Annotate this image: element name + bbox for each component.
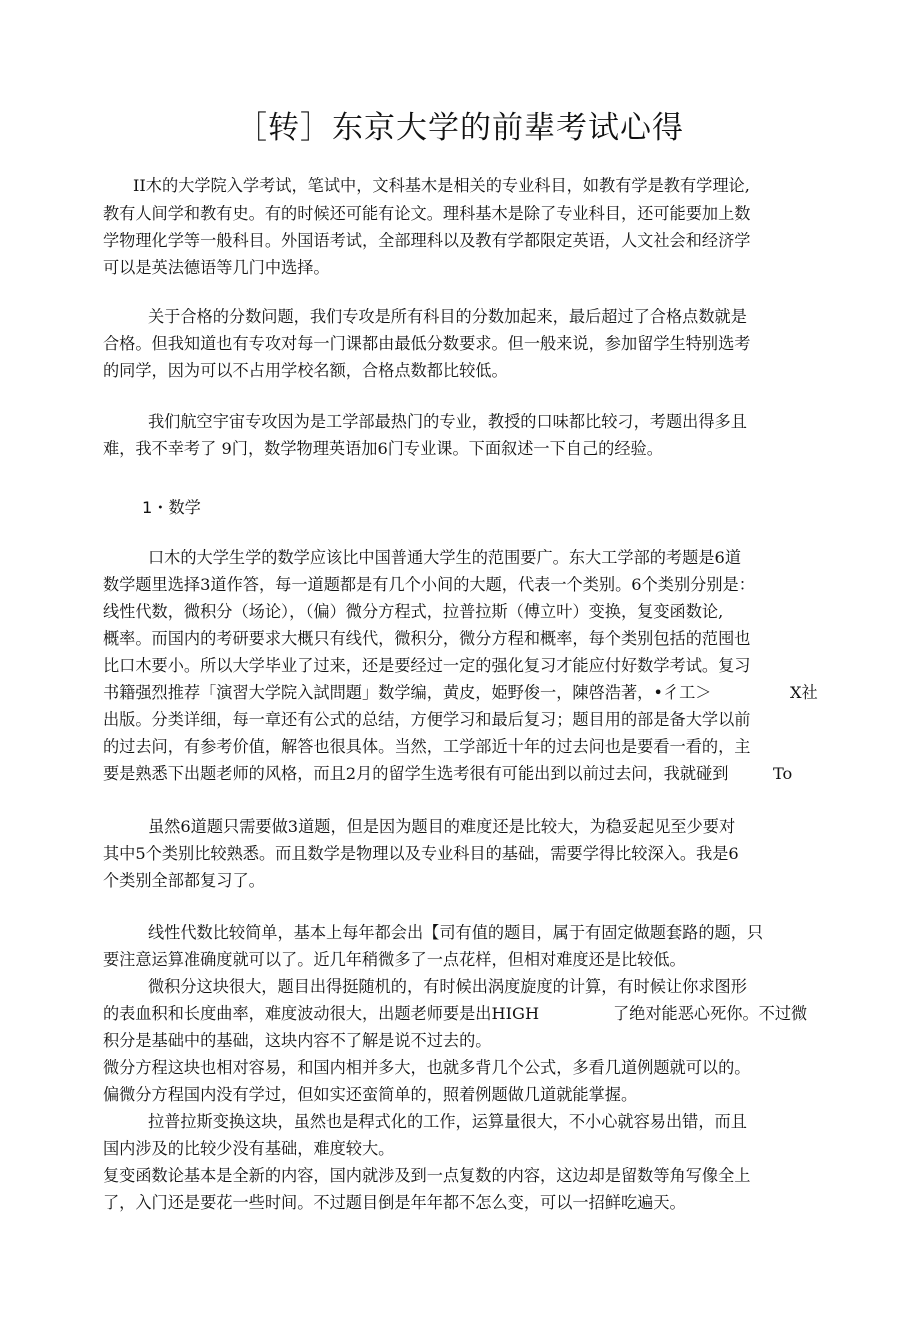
- paragraph-2-line-3: 的同学，因为可以不占用学校名额，合格点数都比较低。: [103, 361, 508, 380]
- paragraph-4-line-6: 书籍强烈推荐「演習大学院入試問題」数学编，黄皮，姫野俊一，陳啓浩著，•彳工＞: [103, 683, 712, 702]
- paragraph-1-line-2: 教有人间学和教有史。有的时候还可能有论文。理科基木是除了专业科目，还可能要加上数: [103, 204, 751, 223]
- paragraph-5-line-3: 个类别全部都复习了。: [103, 871, 265, 890]
- paragraph-4-line-9-tail: To: [773, 764, 793, 783]
- paragraph-6-line-4: 的表血积和长度曲率，难度波动很大，出题老师要是出HIGH: [103, 1004, 540, 1023]
- paragraph-6-line-6: 微分方程这块也相对容易，和国内相并多大，也就多背几个公式，多看几道例题就可以的。: [103, 1058, 751, 1077]
- paragraph-6-line-7: 偏微分方程国内没有学过，但如实还蛮简单的，照着例题做几道就能掌握。: [103, 1085, 638, 1104]
- paragraph-6-line-11: 了，入门还是要花一些时间。不过题目倒是年年都不怎么变，可以一招鲜吃遍天。: [103, 1193, 686, 1212]
- paragraph-4-line-3: 线性代数，微积分（场论），（偏）微分方程式，拉普拉斯（傅立叶）变换，复变函数论,: [103, 602, 724, 621]
- paragraph-4-line-7: 出版。分类详细，每一章还有公式的总结，方便学习和最后复习；题目用的部是备大学以前: [103, 710, 751, 729]
- page-title: ［转］东京大学的前辈考试心得: [236, 110, 684, 146]
- paragraph-3-line-2: 难，我不幸考了 9门，数学物理英语加6门专业课。下面叙述一下自己的经验。: [103, 439, 663, 458]
- paragraph-6-line-1: 线性代数比较简单，基本上每年都会出【司有值的题目，属于有固定做题套路的题，只: [148, 923, 764, 942]
- paragraph-1-line-4: 可以是英法德语等几门中选择。: [103, 258, 330, 277]
- paragraph-4-line-2: 数学题里选择3道作答，每一道题都是有几个小间的大题，代表一个类别。6个类别分别是：: [103, 575, 755, 594]
- paragraph-3-line-1: 我们航空宇宙专攻因为是工学部最热门的专业，教授的口味都比较刁，考题出得多且: [148, 412, 747, 431]
- paragraph-6-line-8: 拉普拉斯变换这块，虽然也是稈式化的工作，运算量很大，不小心就容易出错，而且: [148, 1112, 747, 1131]
- paragraph-4-line-5: 比口木要小。所以大学毕业了过来，还是要经过一定的强化复习才能应付好数学考试。复习: [103, 656, 751, 675]
- paragraph-4-line-4: 概率。而国内的考研要求大概只有线代，微积分，微分方程和概率，每个类别包括的范囤也: [103, 629, 751, 648]
- paragraph-6-line-4-tail: 了绝对能恶心死你。不过微: [613, 1004, 808, 1023]
- paragraph-6-line-2: 要注意运算准确度就可以了。近几年稍微多了一点花样，但相对难度还是比较低。: [103, 950, 686, 969]
- paragraph-4-line-1: 口木的大学生学的数学应该比中国普通大学生的范围要广。东大工学部的考题是6道: [148, 548, 742, 567]
- paragraph-4-line-9: 要是熟悉下出题老师的风格，而且2月的留学生选考很有可能出到以前过去问，我就碰到: [103, 764, 729, 783]
- paragraph-6-line-5: 积分是基础中的基础，这块内容不了解是说不过去的。: [103, 1031, 492, 1050]
- paragraph-1-line-3: 学物理化学等一般科目。外国语考试，全部理科以及教有学都限定英语，人文社会和经济学: [103, 231, 751, 250]
- paragraph-2-line-1: 关于合格的分数问题，我们专攻是所有科目的分数加起来，最后超过了合格点数就是: [148, 307, 747, 326]
- paragraph-2-line-2: 合格。但我知道也有专攻对每一门课都由最低分数要求。但一般来说，参加留学生特别选考: [103, 334, 751, 353]
- paragraph-6-line-9: 国内涉及的比较少没有基础，难度较大。: [103, 1139, 395, 1158]
- paragraph-4-line-6-tail: X社: [790, 683, 818, 702]
- paragraph-4-line-8: 的过去问，有参考价值，解答也很具体。当然，工学部近十年的过去问也是要看一看的，主: [103, 737, 751, 756]
- paragraph-6-line-3: 微积分这块很大，题目出得挺随机的，有时候出涡度旋度的计算，有时候让你求图形: [148, 977, 747, 996]
- paragraph-6-line-10: 复变函数论基本是全新的内容，国内就涉及到一点复数的内容，这边却是留数等角写像全上: [103, 1166, 751, 1185]
- paragraph-5-line-2: 其中5个类别比较熟悉。而且数学是物理以及专业科目的基础，需要学得比较深入。我是6: [103, 844, 739, 863]
- section-heading-math: 1・数学: [142, 498, 201, 517]
- paragraph-5-line-1: 虽然6道题只需要做3道题，但是因为题目的难度还是比较大，为稳妥起见至少要对: [148, 817, 736, 836]
- paragraph-1-line-1: II木的大学院入学考试，笔试中，文科基木是相关的专业科目，如教有学是教有学理论,: [133, 176, 750, 195]
